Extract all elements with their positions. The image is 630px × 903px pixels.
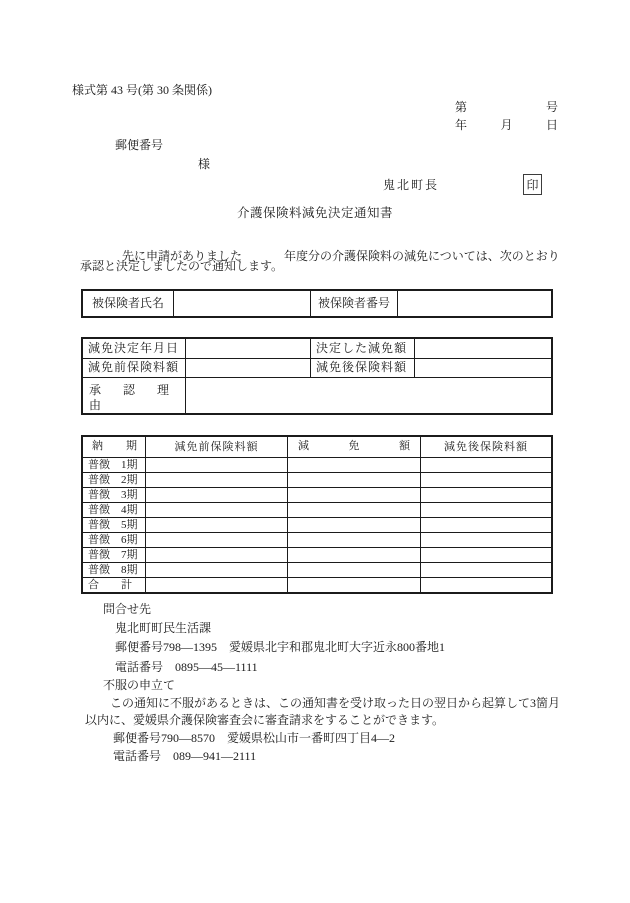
before-amount-cell (145, 548, 287, 562)
insured-name-label: 被保険者氏名 (91, 296, 164, 310)
after-amount-cell (420, 518, 551, 532)
insured-person-table (81, 289, 553, 318)
before-amount-cell (145, 473, 287, 487)
decision-row-1 (83, 339, 551, 358)
premium-before-value (185, 359, 310, 378)
date-year-label: 年 (455, 118, 468, 132)
installment-row (83, 502, 551, 517)
insured-number-boxes (397, 291, 551, 316)
installment-row (83, 547, 551, 562)
period-label: 普徴 4期 (88, 503, 138, 516)
decision-table (81, 337, 553, 415)
reduction-amount-total-cell (287, 578, 420, 592)
decision-row-2 (83, 358, 551, 378)
insured-name-value (173, 291, 310, 316)
appeal-line-1: この通知に不服があるときは、この通知書を受け取った日の翌日から起算して3箇月 (110, 696, 561, 710)
before-amount-cell (145, 503, 287, 517)
premium-before-label: 減免前保険料額 (88, 360, 180, 375)
before-amount-cell (145, 563, 287, 577)
seal-character: 印 (526, 178, 539, 192)
appeal-phone: 電話番号 089―941―2111 (113, 749, 257, 763)
installment-row (83, 487, 551, 502)
after-amount-cell (420, 503, 551, 517)
reduction-amount-cell (287, 473, 420, 487)
date-line (455, 118, 558, 133)
body-line-1-post: 年度分の介護保険料の減免については、次のとおり (284, 249, 560, 263)
premium-after-value (414, 359, 551, 378)
doc-number-suffix: 号 (545, 100, 558, 114)
reduction-amount-cell (287, 458, 420, 472)
after-amount-total-cell (420, 578, 551, 592)
doc-number-line (455, 100, 558, 115)
decision-date-value (185, 339, 310, 358)
addressee-suffix: 様 (198, 157, 211, 171)
period-label: 普徴 8期 (88, 563, 138, 576)
decided-reduction-value (414, 339, 551, 358)
after-amount-cell (420, 533, 551, 547)
reduction-amount-cell (287, 563, 420, 577)
before-amount-total-cell (145, 578, 287, 592)
date-day-label: 日 (545, 118, 558, 132)
period-label: 普徴 5期 (88, 518, 138, 531)
contact-heading: 問合せ先 (103, 602, 152, 616)
col-header-after: 減免後保険料額 (420, 437, 551, 457)
reduction-amount-cell (287, 518, 420, 532)
postal-code-label: 郵便番号 (115, 138, 164, 152)
document-title: 介護保険料減免決定通知書 (236, 206, 393, 220)
decision-date-label: 減免決定年月日 (88, 340, 180, 355)
period-label: 普徴 3期 (88, 488, 138, 501)
before-amount-cell (145, 518, 287, 532)
col-header-before: 減免前保険料額 (145, 437, 287, 457)
before-amount-cell (145, 533, 287, 547)
decision-row-3 (83, 377, 551, 413)
installment-row (83, 472, 551, 487)
form-number: 様式第 43 号(第 30 条関係) (72, 83, 212, 97)
col-header-reduction: 減 免 額 (287, 437, 420, 457)
appeal-heading: 不服の申立て (103, 678, 176, 692)
after-amount-cell (420, 563, 551, 577)
approval-reason-value (185, 378, 551, 413)
before-amount-cell (145, 458, 287, 472)
period-label: 普徴 1期 (88, 458, 138, 471)
installment-row (83, 457, 551, 472)
approval-reason-label: 承 認 理 由 (89, 383, 182, 412)
period-label: 普徴 2期 (88, 473, 138, 486)
contact-address: 郵便番号798―1395 愛媛県北宇和郡鬼北町大字近永800番地1 (115, 640, 446, 654)
body-line-2: 承認と決定しましたので通知します。 (80, 259, 284, 273)
period-label: 普徴 7期 (88, 548, 138, 561)
doc-number-prefix: 第 (455, 100, 468, 114)
issuer-name: 鬼北町長 (383, 178, 440, 192)
premium-after-label: 減免後保険料額 (310, 359, 414, 378)
before-amount-cell (145, 488, 287, 502)
insured-number-label: 被保険者番号 (310, 291, 397, 316)
appeal-address: 郵便番号790―8570 愛媛県松山市一番町四丁目4―2 (113, 731, 396, 745)
reduction-amount-cell (287, 488, 420, 502)
seal-box (523, 174, 542, 195)
reduction-amount-cell (287, 503, 420, 517)
after-amount-cell (420, 473, 551, 487)
contact-phone: 電話番号 0895―45―1111 (115, 660, 258, 674)
insured-person-row (83, 291, 551, 316)
installment-table (81, 435, 553, 594)
after-amount-cell (420, 548, 551, 562)
col-header-period: 納 期 (92, 440, 137, 452)
installment-header-row (83, 437, 551, 457)
date-month-label: 月 (500, 118, 513, 132)
installment-row (83, 517, 551, 532)
total-label: 合 計 (88, 578, 132, 591)
after-amount-cell (420, 458, 551, 472)
appeal-line-2: 以内に、愛媛県介護保険審査会に審査請求をすることができます。 (85, 713, 445, 727)
decided-reduction-label: 決定した減免額 (310, 339, 414, 358)
after-amount-cell (420, 488, 551, 502)
reduction-amount-cell (287, 548, 420, 562)
installment-row (83, 532, 551, 547)
period-label: 普徴 6期 (88, 533, 138, 546)
installment-row (83, 562, 551, 577)
installment-total-row (83, 577, 551, 592)
contact-department: 鬼北町町民生活課 (115, 621, 212, 635)
body-line-1-pre: 先に申請がありました (122, 249, 243, 263)
reduction-amount-cell (287, 533, 420, 547)
